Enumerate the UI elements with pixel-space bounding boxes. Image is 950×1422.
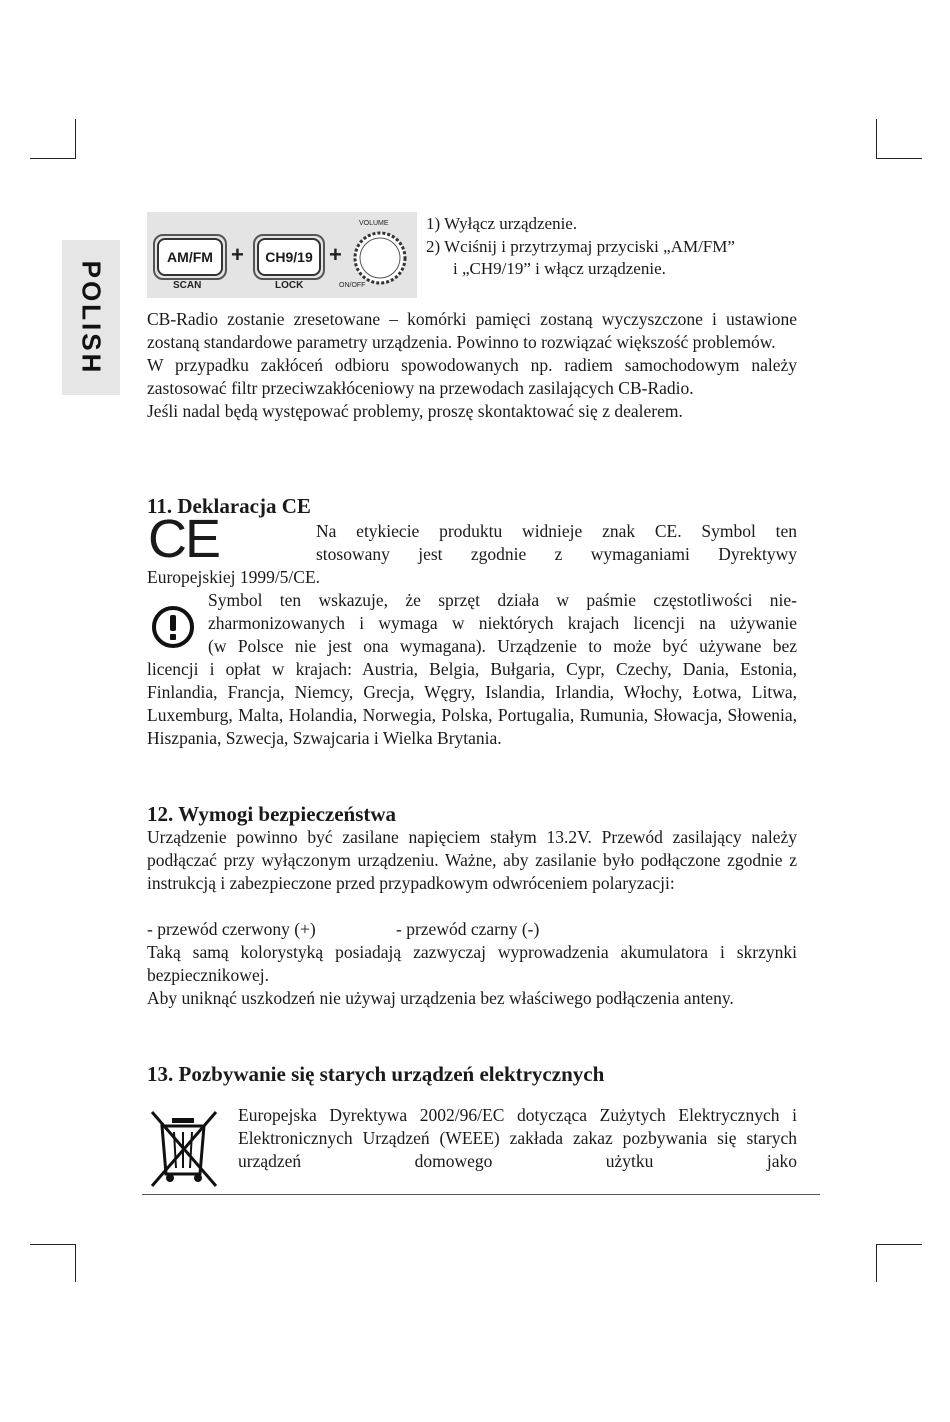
section-13-heading: 13. Pozbywanie się starych urządzeń elektrycznych [147,1062,605,1086]
crop-mark-top-left-v [75,119,76,159]
alert-line-3: (w Polsce nie jest ona wymagana). Urządzenie to może być używane bez [208,636,797,656]
ce-text-lines [316,520,797,566]
step-1: 1) Wyłącz urządzenie. [426,214,578,233]
alert-class2-icon [150,604,196,650]
plus-sign-1: + [231,242,244,267]
crop-mark-bottom-right-h [876,1244,922,1245]
footer-rule [142,1194,820,1195]
ch919-key-label: CH9/19 [265,249,313,265]
reset-steps [426,213,735,281]
step-2-continued: i „CH9/19” i włącz urządzenie. [453,259,666,278]
step-2: 2) Wciśnij i przytrzymaj przyciski „AM/FM” [426,236,735,256]
lock-label: LOCK [275,280,304,291]
amfm-key [157,238,223,276]
alert-text-lines [208,589,797,658]
plus-sign-2: + [329,242,342,267]
black-wire-text: - przewód czarny (-) [396,919,540,939]
crop-mark-bottom-right-v [876,1244,877,1282]
section-11-heading: 11. Deklaracja CE [147,494,311,518]
reset-paragraph-2: W przypadku zakłóceń odbioru spowodowanych np. radiem samochodowym należy zastosować filtr przeciwzakłóceniowy na przewodach zasilających CB-Radio. [147,355,797,398]
red-wire-text: - przewód czerwony (+) [147,919,316,939]
language-side-tab [62,240,120,395]
scan-label: SCAN [173,280,202,291]
reset-buttons-illustration [147,212,417,298]
volume-label: VOLUME [359,220,389,227]
safety-paragraph-1: Urządzenie powinno być zasilane napięciem stałym 13.2V. Przewód zasilający należy podłączać przy wyłączonym urządzeniu. Ważne, aby zasilanie było podłączone zgodnie z instrukcją i zabezpieczone przed przypadkowym odwróceniem polaryzacji: [147,827,797,893]
crop-mark-top-left-h [30,158,76,159]
crop-mark-top-right-h [876,158,922,159]
crop-mark-bottom-left-h [30,1244,76,1245]
safety-paragraph-3: Aby uniknąć uszkodzeń nie używaj urządzenia bez właściwego podłączenia anteny. [147,988,734,1008]
amfm-key-label: AM/FM [167,249,213,265]
crop-mark-bottom-left-v [75,1244,76,1282]
alert-line-1: Symbol ten wskazuje, że sprzęt działa w paśmie częstotliwości nie- [208,590,797,610]
reset-description [147,308,797,423]
alert-line-2: zharmonizowanych i wymaga w niektórych krajach licencji na używanie [208,613,797,633]
ce-text-line-1: Na etykiecie produktu widnieje znak CE. Symbol ten [316,521,797,541]
ce-text-line-3: Europejskiej 1999/5/CE. [147,567,321,587]
onoff-label: ON/OFF [339,282,366,289]
section-12-heading: 12. Wymogi bezpieczeństwa [147,802,397,826]
weee-crossed-bin-icon [148,1108,224,1190]
safety-paragraphs [147,941,797,1010]
ce-text-line-2: stosowany jest zgodnie z wymaganiami Dyrektywy [316,544,797,564]
ce-mark-logo: CE [148,509,220,569]
reset-paragraph-1: CB-Radio zostanie zresetowane – komórki pamięci zostaną wyczyszczone i ustawione zostaną standardowe parametry urządzenia. Powinno to rozwiązać większość problemów. [147,309,797,352]
ch919-key [257,238,321,276]
reset-paragraph-3: Jeśli nadal będą występować problemy, proszę skontaktować się z dealerem. [147,401,683,421]
alert-countries-text: licencji i opłat w krajach: Austria, Belgia, Bułgaria, Cypr, Czechy, Dania, Estonia, Finlandia, Francja, Niemcy, Grecja, Węgry, Islandia, Irlandia, Włochy, Łotwa, Litwa, Luxemburg, Malta, Holandia, Norwegia, Polska, Portugalia, Rumunia, Słowacja, Słowenia, Hiszpania, Szwecja, Szwajcaria i Wielka Brytania. [147,659,797,748]
language-label: POLISH [76,260,107,375]
weee-text: Europejska Dyrektywa 2002/96/EC dotycząca Zużytych Elektrycznych i Elektronicznych Urządzeń (WEEE) zakłada zakaz pozbywania się starych urządzeń domowego użytku jako [238,1105,797,1171]
volume-knob-icon [352,230,408,286]
crop-mark-top-right-v [876,119,877,159]
safety-paragraph-2: Taką samą kolorystyką posiadają zazwyczaj wyprowadzenia akumulatora i skrzynki bezpiecznikowej. [147,942,797,985]
